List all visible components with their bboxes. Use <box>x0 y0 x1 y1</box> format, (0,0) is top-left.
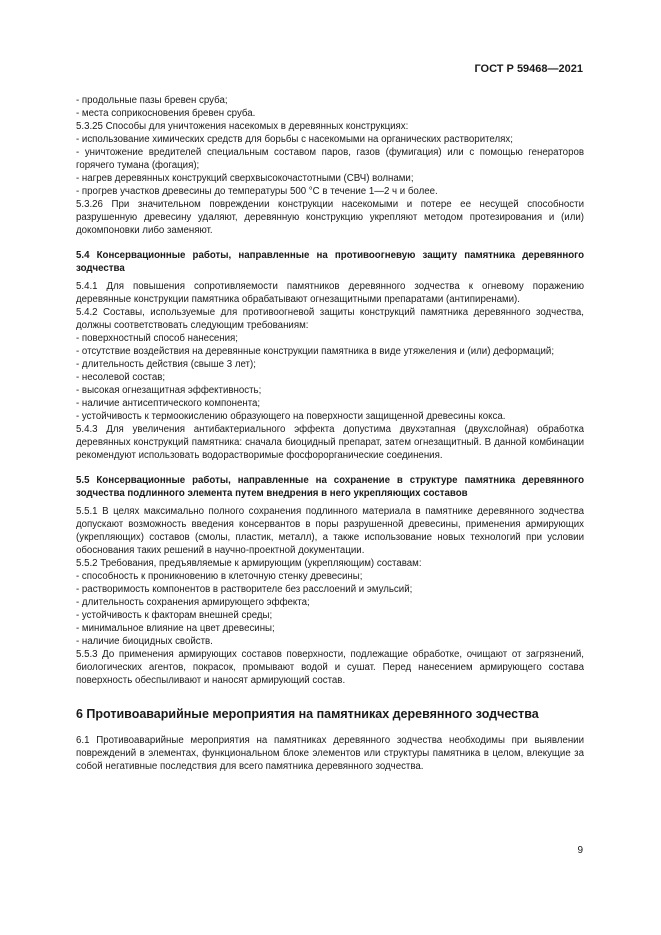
list-item: - использование химических средств для борьбы с насекомыми на органических растворителях; <box>76 134 513 145</box>
page-number: 9 <box>577 845 583 856</box>
list-item: - наличие антисептического компонента; <box>76 398 261 410</box>
list-item: - поверхностный способ нанесения; <box>76 333 238 345</box>
list-item: - прогрев участков древесины до температуры 500 °С в течение 1—2 ч и более. <box>76 186 438 197</box>
list-item: - устойчивость к термоокислению образующего на поверхности защищенной древесины кокса. <box>76 411 506 423</box>
clause-paragraph: 5.5.2 Требования, предъявляемые к армирующим (укрепляющим) составам: <box>76 558 422 570</box>
clause-paragraph: 5.5.1 В целях максимально полного сохранения подлинного материала в памятнике деревянного зодчества допускают возможность введения консервантов в поры разрушенной древесины, применения армирующих (укрепляющих) составов (смолы, пластик, металл), а также использование новых технологий при условии обоснования таких решений в научно-проектной документации. <box>76 506 584 557</box>
subsection-heading: 5.5 Консервационные работы, направленные на сохранение в структуре памятника деревянного зодчества подлинного элемента путем внедрения в него укрепляющих составов <box>76 475 584 499</box>
clause-paragraph: 5.5.3 До применения армирующих составов поверхности, подлежащие обработке, очищают от загрязнений, биологических агентов, покрасок, промывают водой и сушат. Перед нанесением армирующего состава поверхность обеспыливают и наносят армирующий состав. <box>76 649 584 687</box>
list-item: - минимальное влияние на цвет древесины; <box>76 623 275 635</box>
list-item: - несолевой состав; <box>76 372 166 384</box>
list-item: - растворимость компонентов в растворителе без расслоений и эмульсий; <box>76 584 413 596</box>
list-item: - устойчивость к факторам внешней среды; <box>76 610 273 622</box>
list-item: - наличие биоцидных свойств. <box>76 636 213 648</box>
list-item: - высокая огнезащитная эффективность; <box>76 385 262 397</box>
list-item: - способность к проникновению в клеточную стенку древесины; <box>76 571 363 583</box>
standard-code-header: ГОСТ Р 59468—2021 <box>474 63 583 75</box>
clause-paragraph: 6.1 Противоаварийные мероприятия на памятниках деревянного зодчества необходимы при выявлении повреждений в элементах, функциональном блоке элементов или структуры памятника в целом, влекущие за собой негативные последствия для всего памятника деревянного зодчества. <box>76 735 584 773</box>
list-item: - продольные пазы бревен сруба; <box>76 95 228 106</box>
clause-paragraph: 5.4.3 Для увеличения антибактериального эффекта допустима двухэтапная (двухслойная) обработка деревянных конструкций памятника: сначала биоцидный препарат, затем огнезащитный. В данной комбинации рекомендуют использовать водорастворимые фосфорорганические соединения. <box>76 424 584 462</box>
clause-paragraph: 5.3.26 При значительном повреждении конструкции насекомыми и потере ее несущей способности разрушенную древесину удаляют, деревянную конструкцию укрепляют методом протезирования и (или) докомпоновки либо заменяют. <box>76 199 584 236</box>
list-item: - нагрев деревянных конструкций сверхвысокочастотными (СВЧ) волнами; <box>76 173 414 184</box>
subsection-heading: 5.4 Консервационные работы, направленные на противоогневую защиту памятника деревянного зодчества <box>76 250 584 274</box>
list-item: - уничтожение вредителей специальным составом паров, газов (фумигация) или с помощью генераторов горячего тумана (фогация); <box>76 147 584 171</box>
list-item: - отсутствие воздействия на деревянные конструкции памятника в виде утяжеления и (или) деформаций; <box>76 346 555 358</box>
list-item: - длительность действия (свыше 3 лет); <box>76 359 256 371</box>
document-body <box>76 94 584 773</box>
section-heading: 6 Противоаварийные мероприятия на памятниках деревянного зодчества <box>76 707 539 722</box>
clause-paragraph: 5.4.1 Для повышения сопротивляемости памятников деревянного зодчества к огневому поражению деревянные конструкции памятника обрабатывают огнезащитными препаратами (антипиренами). <box>76 281 584 306</box>
list-item: - длительность сохранения армирующего эффекта; <box>76 597 310 609</box>
list-item: - места соприкосновения бревен сруба. <box>76 108 256 119</box>
clause-paragraph: 5.3.25 Способы для уничтожения насекомых в деревянных конструкциях: <box>76 121 409 132</box>
clause-paragraph: 5.4.2 Составы, используемые для противоогневой защиты конструкций памятника деревянного зодчества, должны соответствовать следующим требованиям: <box>76 307 584 332</box>
